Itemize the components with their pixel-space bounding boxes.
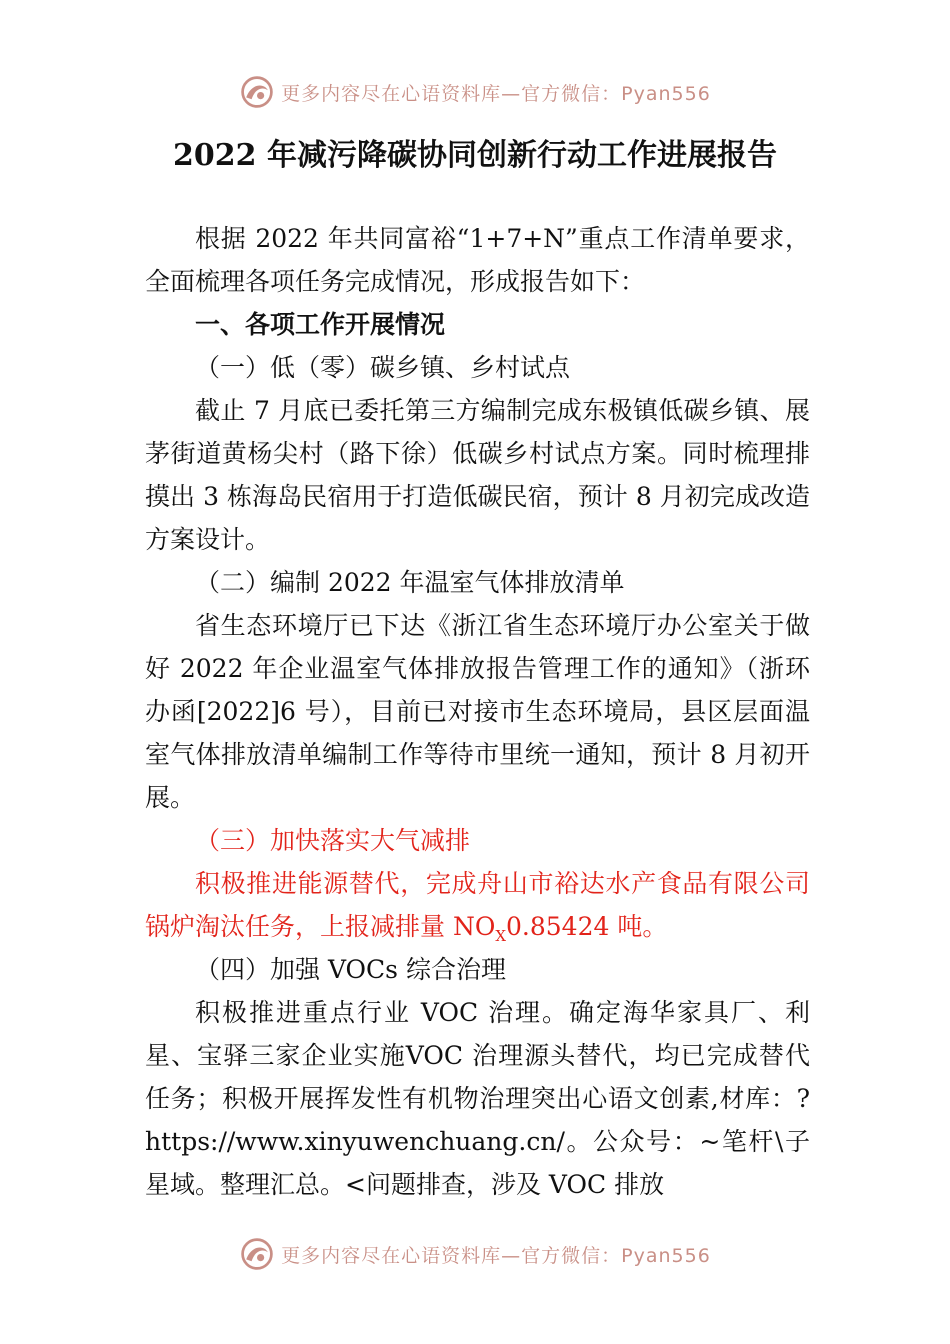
intro-paragraph: 根据 2022 年共同富裕“1+7+N”重点工作清单要求，全面梳理各项任务完成情况，形成报告如下： bbox=[145, 224, 810, 296]
subsection-heading-3: （三）加快落实大气减排 bbox=[195, 826, 471, 855]
subsection-body-1: 截止 7 月底已委托第三方编制完成东极镇低碳乡镇、展茅街道黄杨尖村（路下徐）低碳乡村试点方案。同时梳理排摸出 3 栋海岛民宿用于打造低碳民宿，预计 8 月初完成改造方案设计。 bbox=[145, 396, 810, 554]
subsection-body-4: 积极推进重点行业 VOC 治理。确定海华家具厂、利星、宝驿三家企业实施VOC 治理源头替代，均已完成替代任务；积极开展挥发性有机物治理突出心语文创素,材库：?https://www.xinyuwenchuang.cn/。公众号：~笔杆\子星域。整理汇总。<问题排查，涉及 VOC 排放 bbox=[145, 998, 810, 1199]
document-title: 2022 年减污降碳协同创新行动工作进展报告 bbox=[173, 138, 777, 173]
swirl-logo-icon bbox=[239, 74, 275, 110]
watermark-footer bbox=[0, 1232, 950, 1276]
watermark-header bbox=[0, 70, 950, 114]
subsection-body-3 bbox=[145, 862, 810, 948]
watermark-text: 更多内容尽在心语资料库—官方微信：Pyan556 bbox=[281, 82, 711, 105]
watermark-text: 更多内容尽在心语资料库—官方微信：Pyan556 bbox=[281, 1244, 711, 1267]
document-body bbox=[145, 217, 810, 1206]
subsection-heading-1: （一）低（零）碳乡镇、乡村试点 bbox=[195, 353, 571, 382]
body-3-prefix: 积极推进能源替代，完成舟山市裕达水产食品有限公司锅炉淘汰任务，上报减排量 NO bbox=[145, 869, 810, 941]
body-3-suffix: 0.85424 吨。 bbox=[506, 912, 668, 941]
section-heading: 一、各项工作开展情况 bbox=[195, 310, 446, 339]
subsection-body-2: 省生态环境厅已下达《浙江省生态环境厅办公室关于做好 2022 年企业温室气体排放报告管理工作的通知》（浙环办函[2022]6 号），目前已对接市生态环境局，县区层面温室气体排放清单编制工作等待市里统一通知，预计 8 月初开展。 bbox=[145, 611, 810, 812]
subsection-heading-4: （四）加强 VOCs 综合治理 bbox=[195, 955, 506, 984]
subsection-heading-2: （二）编制 2022 年温室气体排放清单 bbox=[195, 568, 625, 597]
body-3-subscript: X bbox=[495, 927, 507, 945]
swirl-logo-icon bbox=[239, 1236, 275, 1272]
